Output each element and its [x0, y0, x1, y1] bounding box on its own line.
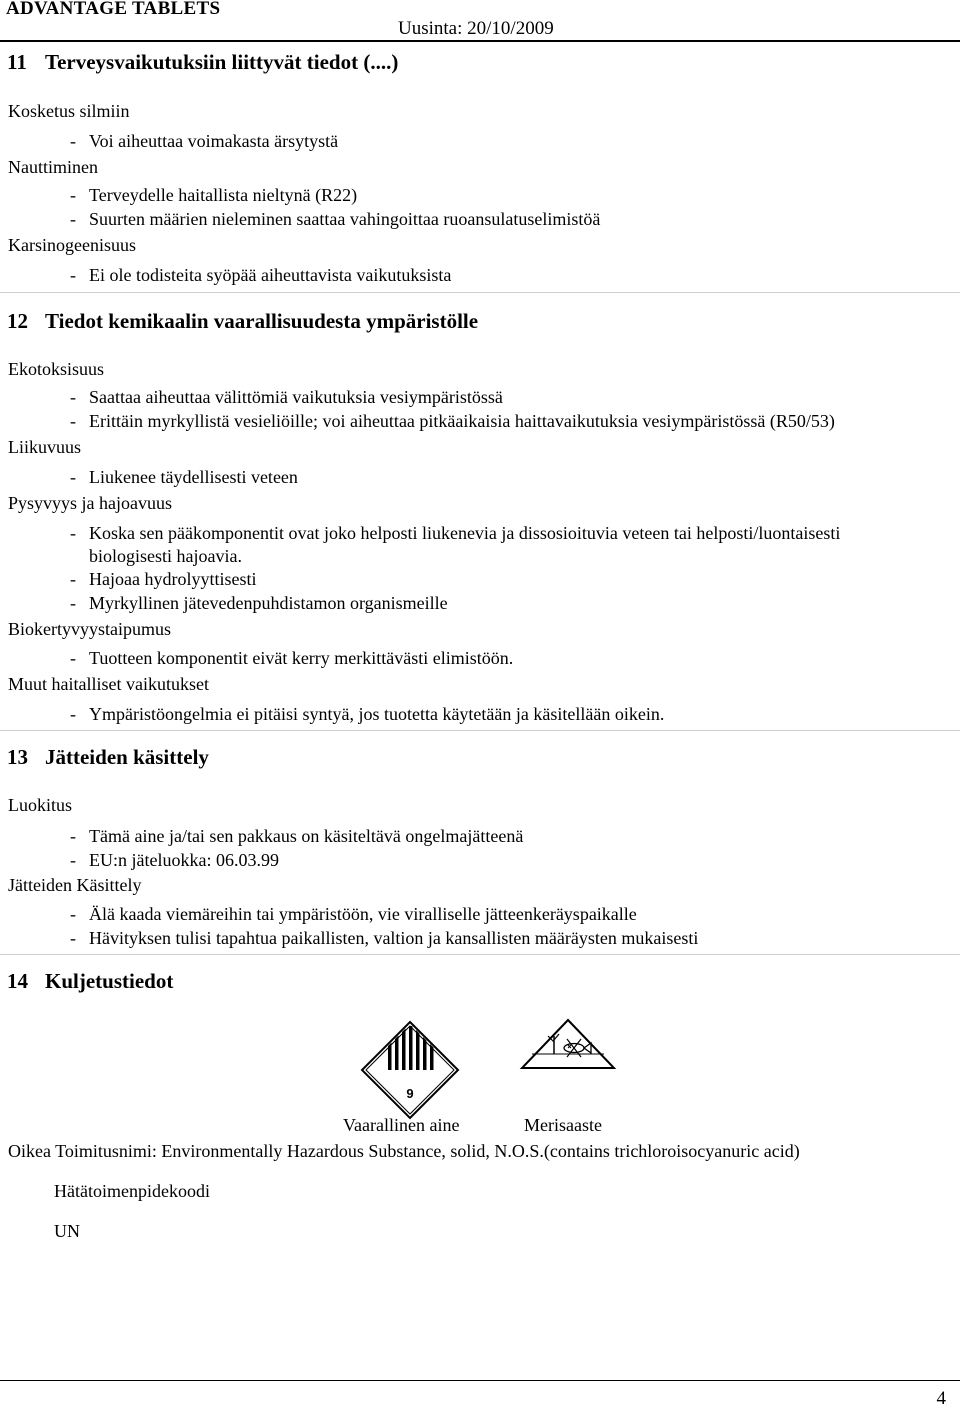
- bioaccumulation-label: Biokertyvyystaipumus: [8, 619, 171, 639]
- list-item-continuation: biologisesti hajoavia.: [89, 546, 242, 566]
- other-effects-label: Muut haitalliset vaikutukset: [8, 674, 209, 694]
- marine-pollutant-icon: [518, 1018, 618, 1078]
- class-number: 9: [406, 1086, 414, 1101]
- list-item: - Tämä aine ja/tai sen pakkaus on käsiteltävä ongelmajätteenä: [70, 826, 524, 846]
- revision-date: Uusinta: 20/10/2009: [398, 18, 554, 39]
- section-11-title: 11 Terveysvaikutuksiin liittyvät tiedot (....): [7, 50, 399, 74]
- list-item: - Älä kaada viemäreihin tai ympäristöön, vie viralliselle jätteenkeräyspaikalle: [70, 904, 637, 924]
- class-9-hazard-diamond-icon: [360, 1020, 460, 1120]
- list-item: - Erittäin myrkyllistä vesieliöille; voi aiheuttaa pitkäaikaisia haittavaikutuksia vesiympäristössä (R50/53): [70, 411, 835, 431]
- un-number-label: UN: [54, 1221, 80, 1241]
- mobility-label: Liikuvuus: [8, 437, 82, 457]
- emergency-code-label: Hätätoimenpidekoodi: [54, 1181, 210, 1201]
- ingestion-label: Nauttiminen: [8, 157, 98, 177]
- marine-pollutant-caption: Merisaaste: [524, 1115, 602, 1135]
- section-12-title: 12 Tiedot kemikaalin vaarallisuudesta ympäristölle: [7, 309, 479, 333]
- header-divider: [0, 40, 960, 42]
- list-item: - Ei ole todisteita syöpää aiheuttavista vaikutuksista: [70, 265, 452, 285]
- proper-shipping-name: Oikea Toimitusnimi: Environmentally Hazardous Substance, solid, N.O.S.(contains trichloroisocyanuric acid): [8, 1141, 800, 1161]
- section-divider: [0, 292, 960, 293]
- waste-handling-label: Jätteiden Käsittely: [8, 875, 142, 895]
- carcinogenicity-label: Karsinogeenisuus: [8, 235, 136, 255]
- list-item: - Saattaa aiheuttaa välittömiä vaikutuksia vesiympäristössä: [70, 387, 503, 407]
- list-item: - Liukenee täydellisesti veteen: [70, 467, 298, 487]
- brand-name: ADVANTAGE TABLETS: [6, 0, 221, 19]
- section-13-title: 13 Jätteiden käsittely: [7, 745, 209, 769]
- section-divider: [0, 730, 960, 731]
- page-number: 4: [936, 1388, 946, 1409]
- list-item: - Ympäristöongelmia ei pitäisi syntyä, jos tuotetta käytetään ja käsitellään oikein.: [70, 704, 665, 724]
- list-item: - Terveydelle haitallista nieltynä (R22): [70, 185, 358, 205]
- list-item: - EU:n jäteluokka: 06.03.99: [70, 850, 279, 870]
- list-item: - Myrkyllinen jätevedenpuhdistamon organismeille: [70, 593, 448, 613]
- list-item: - Suurten määrien nieleminen saattaa vahingoittaa ruoansulatuselimistöä: [70, 209, 601, 229]
- hazard-caption: Vaarallinen aine: [343, 1115, 460, 1135]
- ecotoxicity-label: Ekotoksisuus: [8, 359, 105, 379]
- section-divider: [0, 954, 960, 955]
- eye-contact-label: Kosketus silmiin: [8, 101, 130, 121]
- footer-divider: [0, 1380, 960, 1381]
- list-item: - Tuotteen komponentit eivät kerry merkittävästi elimistöön.: [70, 648, 514, 668]
- classification-label: Luokitus: [8, 795, 73, 815]
- list-item: - Hävityksen tulisi tapahtua paikallisten, valtion ja kansallisten määräysten mukaisesti: [70, 928, 699, 948]
- list-item: - Voi aiheuttaa voimakasta ärsytystä: [70, 131, 339, 151]
- list-item: - Hajoaa hydrolyyttisesti: [70, 569, 257, 589]
- persistence-label: Pysyvyys ja hajoavuus: [8, 493, 172, 513]
- list-item: - Koska sen pääkomponentit ovat joko helposti liukenevia ja dissosioituvia veteen tai helposti/luontaisesti: [70, 523, 841, 543]
- section-14-title: 14 Kuljetustiedot: [7, 969, 174, 993]
